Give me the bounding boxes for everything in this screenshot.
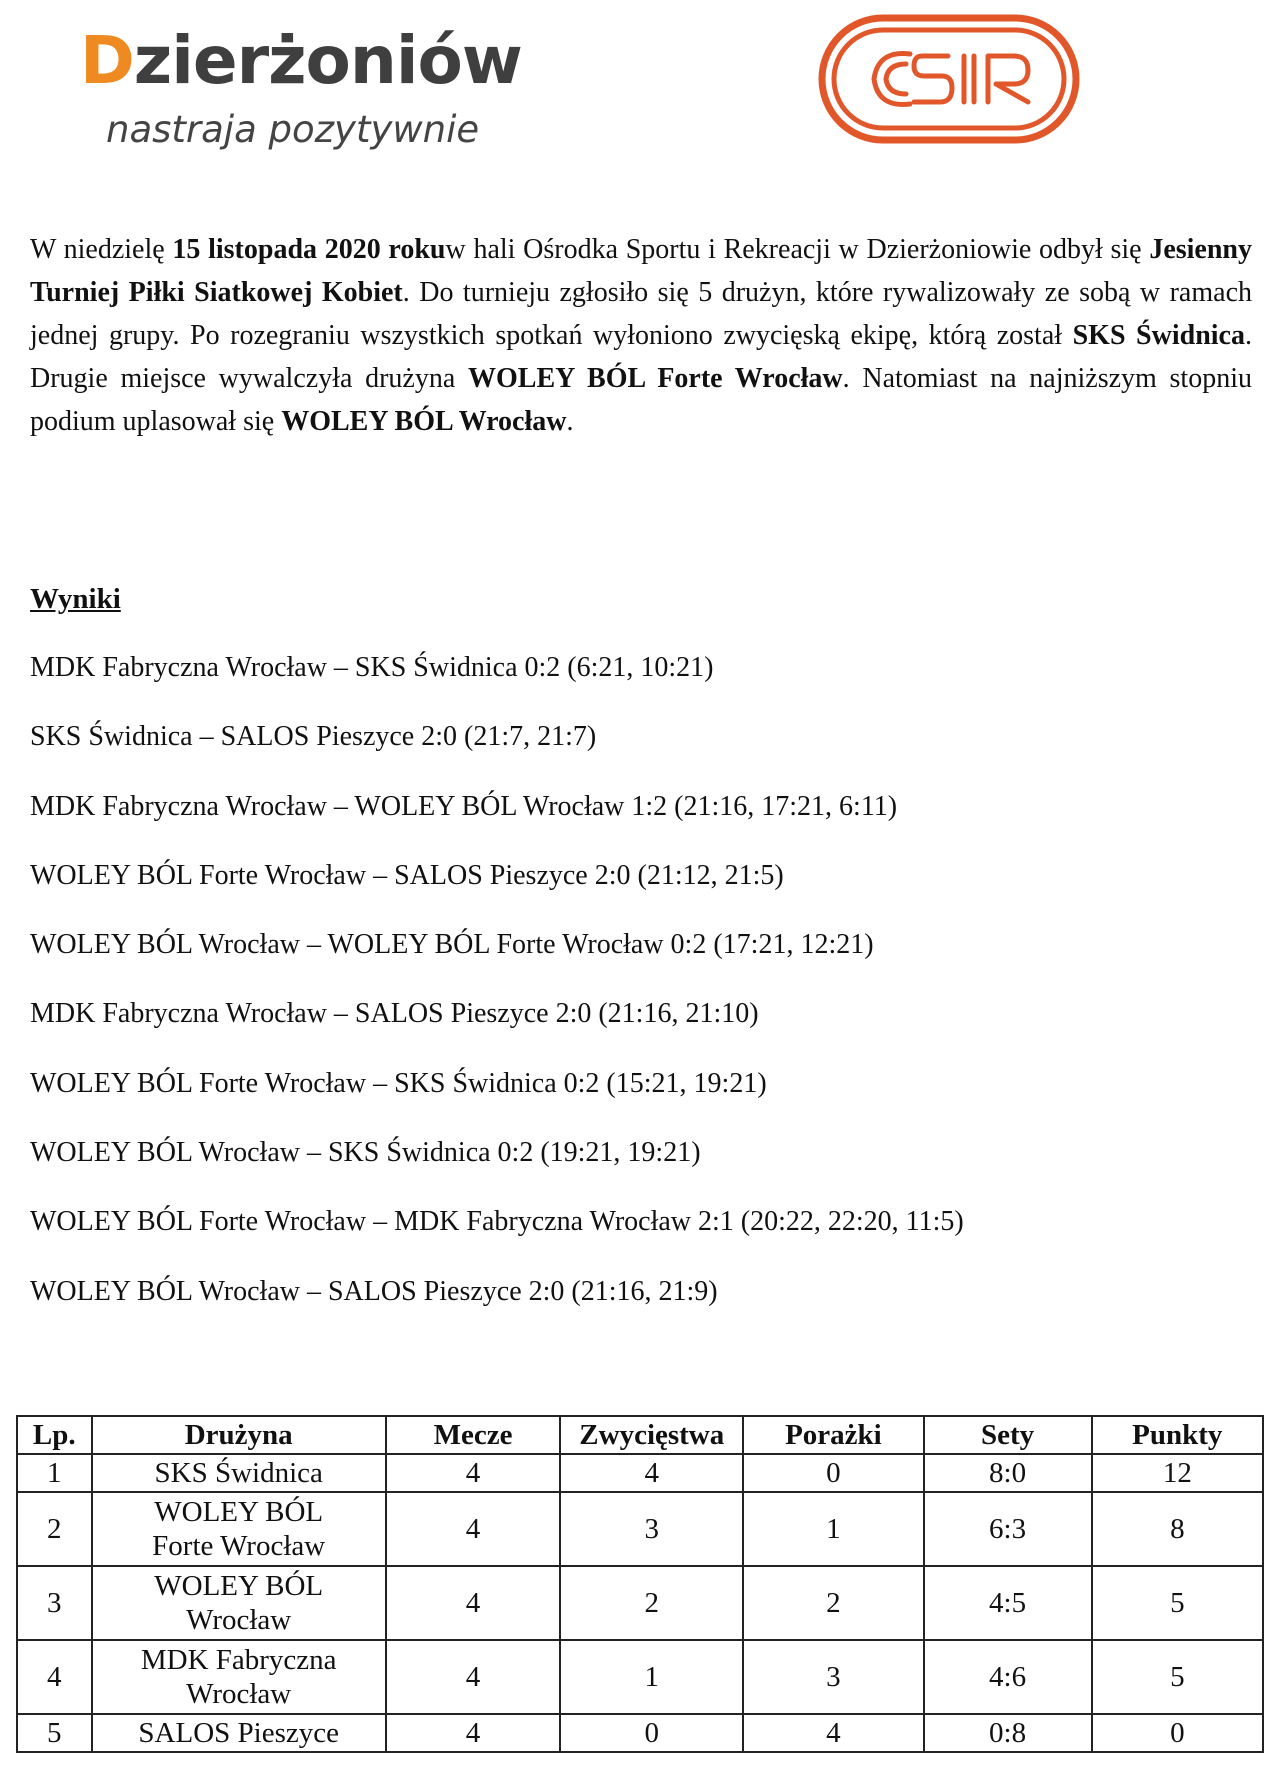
- team-name-line2: Wrocław: [186, 1678, 292, 1710]
- cell-lp: 2: [17, 1492, 92, 1566]
- cell-losses: 3: [743, 1640, 923, 1714]
- team-name: SKS Świdnica: [154, 1457, 323, 1489]
- table-row: [17, 1454, 1263, 1492]
- cell-sets: 4:5: [924, 1566, 1092, 1640]
- cell-team: [92, 1714, 386, 1752]
- column-header: Mecze: [386, 1416, 560, 1454]
- team-name: SALOS Pieszyce: [138, 1717, 339, 1749]
- result-item: MDK Fabryczna Wrocław – SKS Świdnica 0:2 (6:21, 10:21): [30, 652, 714, 683]
- cell-points: 0: [1092, 1714, 1263, 1752]
- cell-lp: 1: [17, 1454, 92, 1492]
- cell-points: 5: [1092, 1566, 1263, 1640]
- result-item: WOLEY BÓL Wrocław – SKS Świdnica 0:2 (19:21, 19:21): [30, 1137, 701, 1169]
- cell-wins: 2: [560, 1566, 743, 1640]
- intro-paragraph: [30, 228, 1252, 443]
- result-item: WOLEY BÓL Wrocław – SALOS Pieszyce 2:0 (21:16, 21:9): [30, 1275, 718, 1307]
- cell-points: 12: [1092, 1454, 1263, 1492]
- column-header: Sety: [924, 1416, 1092, 1454]
- intro-text: .: [566, 406, 574, 437]
- cell-sets: 8:0: [924, 1454, 1092, 1492]
- cell-matches: 4: [386, 1454, 560, 1492]
- result-item: WOLEY BÓL Forte Wrocław – MDK Fabryczna Wrocław 2:1 (20:22, 22:20, 11:5): [30, 1206, 964, 1238]
- city-logo: [80, 22, 580, 152]
- cell-losses: 4: [743, 1714, 923, 1752]
- column-header: Lp.: [17, 1416, 92, 1454]
- cell-sets: 0:8: [924, 1714, 1092, 1752]
- osir-logo: [818, 14, 1080, 144]
- cell-points: 5: [1092, 1640, 1263, 1714]
- cell-team: [92, 1454, 386, 1492]
- result-item: WOLEY BÓL Forte Wrocław – SKS Świdnica 0:2 (15:21, 19:21): [30, 1067, 767, 1099]
- cell-team: [92, 1640, 386, 1714]
- cell-lp: 4: [17, 1640, 92, 1714]
- cell-sets: 6:3: [924, 1492, 1092, 1566]
- table-row: [17, 1492, 1263, 1566]
- cell-lp: 5: [17, 1714, 92, 1752]
- cell-sets: 4:6: [924, 1640, 1092, 1714]
- osir-logo-icon: [818, 14, 1080, 144]
- event-name: Jesienny Turniej Piłki Siatkowej Kobiet: [30, 234, 1252, 308]
- team-name-line2: Wrocław: [186, 1604, 292, 1636]
- city-logo-text: Dzierżoniów: [80, 22, 522, 99]
- winner-team: SKS Świdnica: [1072, 320, 1245, 351]
- table-header-row: [17, 1416, 1263, 1454]
- cell-lp: 3: [17, 1566, 92, 1640]
- cell-matches: 4: [386, 1566, 560, 1640]
- column-header: Drużyna: [92, 1416, 386, 1454]
- team-name-line1: WOLEY BÓL: [154, 1570, 324, 1602]
- intro-text: . Natomiast na najniższym stopniu podium uplasował się: [30, 363, 1252, 437]
- team-name-line2: Forte Wrocław: [152, 1530, 326, 1562]
- cell-wins: 0: [560, 1714, 743, 1752]
- event-date: 15 listopada 2020 roku: [172, 234, 446, 265]
- cell-losses: 1: [743, 1492, 923, 1566]
- intro-text: W niedzielę: [30, 234, 173, 265]
- cell-matches: 4: [386, 1714, 560, 1752]
- result-item: MDK Fabryczna Wrocław – WOLEY BÓL Wrocław 1:2 (21:16, 17:21, 6:11): [30, 790, 898, 822]
- cell-wins: 4: [560, 1454, 743, 1492]
- standings-table: [16, 1415, 1264, 1753]
- table-row: [17, 1640, 1263, 1714]
- results-heading: Wyniki: [30, 583, 121, 615]
- cell-team: [92, 1566, 386, 1640]
- table-row: [17, 1714, 1263, 1752]
- cell-losses: 0: [743, 1454, 923, 1492]
- team-name-line1: MDK Fabryczna: [140, 1644, 337, 1676]
- result-item: WOLEY BÓL Forte Wrocław – SALOS Pieszyce 2:0 (21:12, 21:5): [30, 859, 784, 891]
- result-item: WOLEY BÓL Wrocław – WOLEY BÓL Forte Wrocław 0:2 (17:21, 12:21): [30, 929, 874, 961]
- cell-matches: 4: [386, 1492, 560, 1566]
- column-header: Punkty: [1092, 1416, 1263, 1454]
- cell-wins: 1: [560, 1640, 743, 1714]
- cell-losses: 2: [743, 1566, 923, 1640]
- team-name-line1: WOLEY BÓL: [154, 1496, 324, 1528]
- table-row: [17, 1566, 1263, 1640]
- results-list: [30, 650, 964, 1343]
- intro-text: . Do turnieju zgłosiło się 5 drużyn, które rywalizowały ze sobą w ramach jednej grupy. Po rozegraniu wszystkich spotkań wyłoniono zwycięską ekipę, którą został: [30, 277, 1252, 351]
- cell-team: [92, 1492, 386, 1566]
- third-team: WOLEY BÓL Wrocław: [281, 406, 567, 437]
- intro-text: . Drugie miejsce wywalczyła drużyna: [30, 320, 1252, 394]
- result-item: SKS Świdnica – SALOS Pieszyce 2:0 (21:7, 21:7): [30, 721, 597, 753]
- cell-wins: 3: [560, 1492, 743, 1566]
- city-tagline: nastraja pozytywnie: [106, 108, 480, 151]
- intro-text: w hali Ośrodka Sportu i Rekreacji w Dzierżoniowie odbył się: [445, 234, 1150, 265]
- second-team: WOLEY BÓL Forte Wrocław: [468, 363, 843, 394]
- cell-points: 8: [1092, 1492, 1263, 1566]
- result-item: MDK Fabryczna Wrocław – SALOS Pieszyce 2:0 (21:16, 21:10): [30, 998, 759, 1030]
- column-header: Porażki: [743, 1416, 923, 1454]
- column-header: Zwycięstwa: [560, 1416, 743, 1454]
- cell-matches: 4: [386, 1640, 560, 1714]
